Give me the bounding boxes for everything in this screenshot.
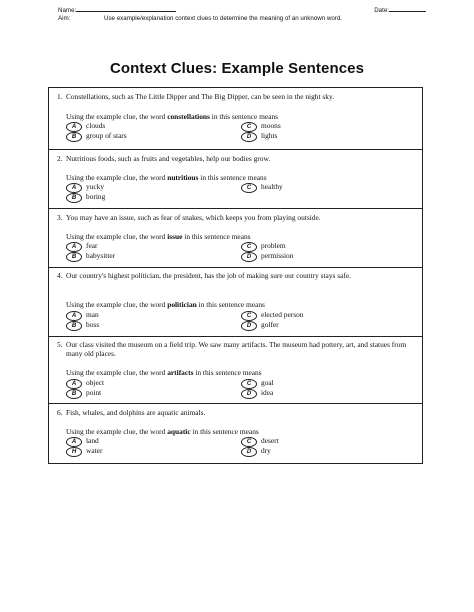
target-word: nutritious — [167, 173, 199, 182]
option-text: lights — [261, 131, 278, 140]
question-sentence: Our country's highest politician, the president, has the job of making sure our country stays safe. — [66, 271, 351, 280]
question-number: 3. — [57, 213, 63, 222]
date-blank-line — [389, 5, 426, 12]
option-letter-circle: B — [66, 389, 82, 399]
question-prompt: Using the example clue, the word nutritious in this sentence means — [66, 173, 267, 182]
question-sentence: Our class visited the museum on a field trip. We saw many artifacts. The museum had pottery, art, and statues from many old places. — [66, 340, 407, 358]
option-text: problem — [261, 241, 286, 250]
option-letter-circle: A — [66, 183, 82, 193]
option-text: yucky — [86, 182, 105, 191]
option-text: dry — [261, 446, 271, 455]
question-prompt: Using the example clue, the word artifacts in this sentence means — [66, 368, 262, 377]
option-letter-circle: C — [241, 122, 257, 132]
target-word: aquatic — [167, 427, 191, 436]
question-sentence: Nutritious foods, such as fruits and vegetables, help our bodies grow. — [66, 154, 271, 163]
option-letter-circle: A — [66, 437, 82, 447]
option-text: idea — [261, 388, 274, 397]
option-letter-circle: C — [241, 311, 257, 321]
question-number: 1. — [57, 92, 63, 101]
option-text: object — [86, 378, 105, 387]
option-text: permission — [261, 251, 294, 260]
question-5 — [49, 337, 422, 404]
question-sentence: You may have an issue, such as fear of snakes, which keeps you from playing outside. — [66, 213, 321, 222]
name-label: Name: — [58, 7, 77, 14]
question-prompt: Using the example clue, the word constellations in this sentence means — [66, 112, 279, 121]
name-blank-line — [76, 5, 176, 12]
option-text: golfer — [261, 320, 279, 329]
option-text: point — [86, 388, 102, 397]
target-word: constellations — [167, 112, 210, 121]
option-letter-circle: H — [66, 447, 82, 457]
option-letter-circle: A — [66, 311, 82, 321]
question-prompt: Using the example clue, the word politician in this sentence means — [66, 300, 265, 309]
question-number: 4. — [57, 271, 63, 280]
option-text: moons — [261, 121, 281, 130]
question-number: 2. — [57, 154, 63, 163]
option-text: man — [86, 310, 99, 319]
option-letter-circle: D — [241, 447, 257, 457]
option-text: goal — [261, 378, 274, 387]
option-letter-circle: C — [241, 379, 257, 389]
question-3 — [49, 209, 422, 268]
question-1 — [49, 88, 422, 150]
option-letter-circle: B — [66, 321, 82, 331]
question-number: 5. — [57, 340, 63, 349]
question-2 — [49, 150, 422, 209]
question-sentence: Fish, whales, and dolphins are aquatic animals. — [66, 408, 206, 417]
option-letter-circle: D — [241, 321, 257, 331]
target-word: politician — [167, 300, 197, 309]
option-text: elected person — [261, 310, 304, 319]
target-word: issue — [167, 232, 183, 241]
question-prompt: Using the example clue, the word issue in this sentence means — [66, 232, 251, 241]
option-letter-circle: C — [241, 437, 257, 447]
option-text: desert — [261, 436, 279, 445]
worksheet-header — [58, 5, 426, 23]
page-title: Context Clues: Example Sentences — [109, 60, 365, 77]
option-letter-circle: B — [66, 193, 82, 203]
aim-text: Use example/explanation context clues to determine the meaning of an unknown word. — [104, 15, 343, 22]
question-4 — [49, 268, 422, 337]
option-text: babysitter — [86, 251, 116, 260]
option-letter-circle: B — [66, 252, 82, 262]
option-letter-circle: D — [241, 132, 257, 142]
question-prompt: Using the example clue, the word aquatic in this sentence means — [66, 427, 259, 436]
option-text: fear — [86, 241, 98, 250]
question-number: 6. — [57, 408, 63, 417]
question-table — [48, 87, 423, 464]
option-letter-circle: D — [241, 389, 257, 399]
option-text: healthy — [261, 182, 283, 191]
option-text: boring — [86, 192, 106, 201]
option-text: water — [86, 446, 103, 455]
aim-label: Aim: — [58, 15, 71, 22]
option-letter-circle: C — [241, 183, 257, 193]
question-6 — [49, 404, 422, 463]
option-letter-circle: D — [241, 252, 257, 262]
name-date-row — [58, 5, 426, 14]
target-word: artifacts — [167, 368, 194, 377]
option-letter-circle: A — [66, 242, 82, 252]
option-letter-circle: C — [241, 242, 257, 252]
aim-row — [58, 14, 426, 23]
option-letter-circle: A — [66, 379, 82, 389]
question-sentence: Constellations, such as The Little Dipper and The Big Dipper, can be seen in the night sky. — [66, 92, 335, 101]
option-text: group of stars — [86, 131, 127, 140]
option-text: clouds — [86, 121, 106, 130]
option-text: boss — [86, 320, 100, 329]
date-label: Date: — [374, 7, 389, 14]
option-letter-circle: B — [66, 132, 82, 142]
option-text: land — [86, 436, 99, 445]
option-letter-circle: A — [66, 122, 82, 132]
